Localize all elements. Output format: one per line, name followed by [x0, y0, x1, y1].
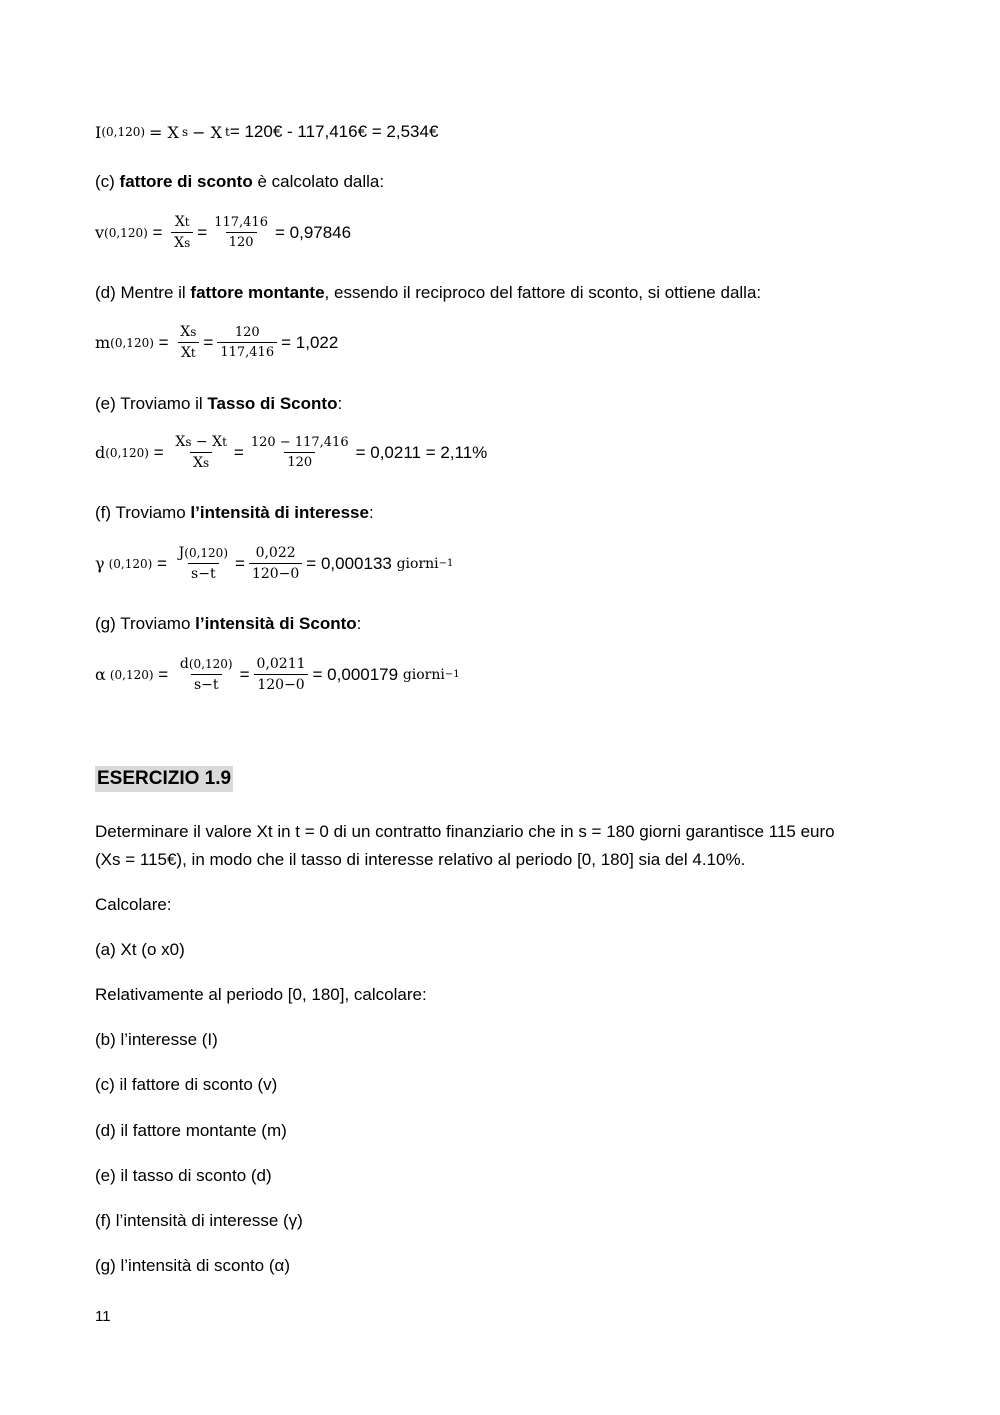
exercise-text-line-1: Determinare il valore Xt in t = 0 di un contratto finanziario che in s = 180 giorni garantisce 115 euro	[95, 822, 835, 841]
text-line-c: (c) fattore di sconto è calcolato dalla:	[95, 172, 385, 191]
list-item-f: (f) l’intensità di interesse (γ)	[95, 1211, 303, 1230]
equation-discount-factor: v (0,120) = $\frac{Xt}{Xs}$ = $\frac{117,416}{120}$ = 0,97846	[95, 214, 352, 251]
text-line-f: (f) Troviamo l’intensità di interesse:	[95, 503, 374, 522]
fraction: $\frac{0,022}{120-0}$	[249, 545, 302, 582]
text-line-e: (e) Troviamo il Tasso di Sconto:	[95, 394, 343, 413]
list-item-g: (g) l’intensità di sconto (α)	[95, 1256, 291, 1275]
equation-interest-intensity: γ (0,120) = $\frac{J(0,120)}{s-t}$ = $\frac{0,022}{120-0}$ = 0,000133 giorni −1	[95, 545, 454, 582]
list-item-c: (c) il fattore di sconto (v)	[95, 1075, 278, 1094]
calcolare-label: Calcolare:	[95, 895, 172, 914]
equation-accumulation-factor: m (0,120) = $\frac{Xs}{Xt}$ = $\frac{120}{117,416}$ = 1,022	[95, 324, 339, 361]
equation-interest: I (0,120) = X s − X t = 120€ - 117,416€ = 2,534€	[95, 122, 439, 142]
fraction: $\frac{Xs}{Xt}$	[177, 324, 199, 361]
fraction: $\frac{J(0,120)}{s-t}$	[178, 545, 228, 582]
section-heading: ESERCIZIO 1.9	[95, 766, 233, 792]
fraction: $\frac{Xs - Xt}{Xs}$	[175, 434, 227, 471]
list-item-d: (d) il fattore montante (m)	[95, 1121, 287, 1140]
relativamente-label: Relativamente al periodo [0, 180], calcolare:	[95, 985, 427, 1004]
fraction: $\frac{117,416}{120}$	[214, 215, 268, 250]
text-line-d: (d) Mentre il fattore montante, essendo il reciproco del fattore di sconto, si ottiene dalla:	[95, 283, 762, 302]
equation-discount-rate: d (0,120) = $\frac{Xs - Xt}{Xs}$ = $\frac{120 - 117,416}{120}$ = 0,0211 = 2,11%	[95, 434, 488, 471]
page-number: 11	[95, 1308, 111, 1325]
fraction: $\frac{Xt}{Xs}$	[171, 214, 193, 251]
text-line-g: (g) Troviamo l’intensità di Sconto:	[95, 614, 362, 633]
list-item-b: (b) l’interesse (I)	[95, 1030, 218, 1049]
list-item-e: (e) il tasso di sconto (d)	[95, 1166, 272, 1185]
fraction: $\frac{0,0211}{120-0}$	[254, 656, 309, 693]
fraction: $\frac{d(0,120)}{s-t}$	[179, 656, 233, 693]
equation-discount-intensity: α (0,120) = $\frac{d(0,120)}{s-t}$ = $\frac{0,0211}{120-0}$ = 0,000179 giorni −1	[95, 656, 460, 693]
fraction: $\frac{120 - 117,416}{120}$	[250, 435, 349, 470]
fraction: $\frac{120}{117,416}$	[217, 325, 277, 360]
list-item-a: (a) Xt (o x0)	[95, 940, 185, 959]
exercise-text-line-2: (Xs = 115€), in modo che il tasso di interesse relativo al periodo [0, 180] sia del 4.10%.	[95, 850, 746, 869]
